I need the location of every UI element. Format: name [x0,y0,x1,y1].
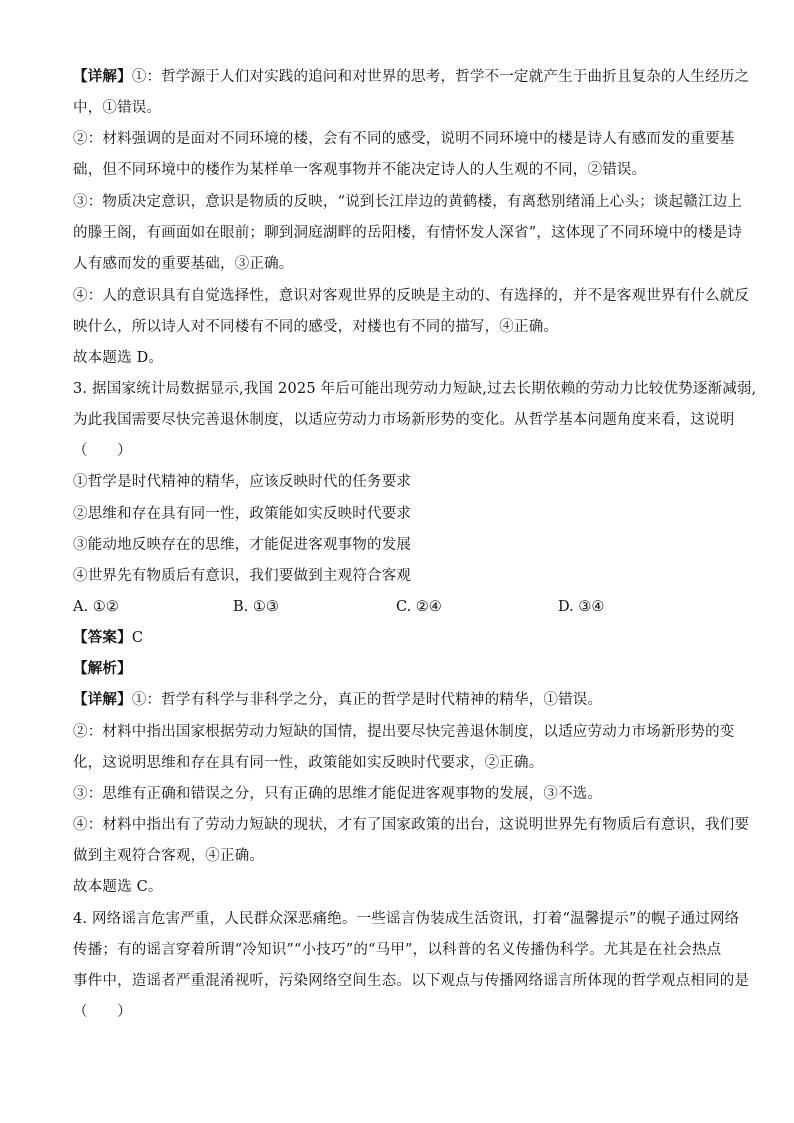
q3-detail-line-3: 化，这说明思维和存在具有同一性，政策能如实反映时代要求，②正确。 [73,755,544,771]
q3-stem-line-2: 为此我国需要尽快完善退休制度，以适应劳动力市场新形势的变化。从哲学基本问题角度来看，这说明 [73,412,735,428]
q3-detail-tag: 【详解】 [73,691,132,708]
q4-stem-line-1: 4. 网络谣言危害严重，人民群众深恶痛绝。一些谣言伪装成生活资讯，打着“温馨提示”的幌子通过网络 [73,911,740,927]
q3-statement-3: ③能动地反映存在的思维，才能促进客观事物的发展 [73,537,412,553]
q3-analysis-tag: 【解析】 [73,660,132,677]
q2-detail-line-3: ②：材料强调的是面对不同环境的楼，会有不同的感受，说明不同环境中的楼是诗人有感而发的重要基 [73,131,735,147]
q2-detail-text-1: ①：哲学源于人们对实践的追问和对世界的思考，哲学不一定就产生于曲折且复杂的人生经历之 [131,69,750,85]
q3-detail-line-2: ②：材料中指出国家根据劳动力短缺的国情，提出要尽快完善退休制度，以适应劳动力市场新形势的变 [73,724,735,740]
q2-detail-line-7: 人有感而发的重要基础，③正确。 [73,256,294,272]
q3-analysis-line [73,659,733,679]
q4-stem-line-3: 事件中，造谣者严重混淆视听，污染网络空间生态。以下观点与传播网络谣言所体现的哲学观点相同的是 [73,973,750,989]
q3-detail-line-6: 做到主观符合客观，④正确。 [73,848,265,864]
q3-detail-line-5: ④：材料中指出有了劳动力短缺的现状，才有了国家政策的出台，这说明世界先有物质后有意识，我们要 [73,817,750,833]
q3-conclusion: 故本题选 C。 [73,879,163,895]
q2-detail-line-1 [73,67,750,87]
q3-detail-text-1: ①：哲学有科学与非科学之分，真正的哲学是时代精神的精华，①错误。 [131,692,603,708]
q3-statement-4: ④世界先有物质后有意识，我们要做到主观符合客观 [73,568,412,584]
q2-detail-line-5: ③：物质决定意识，意识是物质的反映，“说到长江岸边的黄鹤楼，有离愁别绪涌上心头；谈起赣江边上 [73,194,743,210]
q3-stem-line-1: 3. 据国家统计局数据显示,我国 2025 年后可能出现劳动力短缺,过去长期依赖的劳动力比较优势逐渐减弱, [73,381,757,397]
q3-detail-line-4: ③：思维有正确和错误之分，只有正确的思维才能促进客观事物的发展，③不选。 [73,786,603,802]
q3-answer-value: C [131,630,144,646]
q3-statement-2: ②思维和存在具有同一性，政策能如实反映时代要求 [73,506,412,522]
q2-detail-line-8: ④：人的意识具有自觉选择性，意识对客观世界的反映是主动的、有选择的，并不是客观世界有什么就反 [73,288,750,304]
q3-detail-line-1 [73,690,733,710]
q4-stem-line-2: 传播；有的谣言穿着所谓“冷知识”“小技巧”的“马甲”，以科普的名义传播伪科学。尤其是在社会热点 [73,942,722,958]
q3-statement-1: ①哲学是时代精神的精华，应该反映时代的任务要求 [73,474,412,490]
q3-option-c: C. ②④ [396,599,442,615]
q2-detail-line-4: 础，但不同环境中的楼作为某样单一客观事物并不能决定诗人的人生观的不同，②错误。 [73,162,647,178]
q2-detail-tag: 【详解】 [73,68,132,85]
q3-option-d: D. ③④ [558,599,605,615]
q2-conclusion: 故本题选 D。 [73,350,164,366]
q3-stem-blank: （ ） [73,443,132,459]
q2-detail-line-6: 的滕王阁，有画面如在眼前；聊到洞庭湖畔的岳阳楼，有情怀发人深省”，这体现了不同环境中的楼是诗 [73,225,743,241]
q2-detail-line-2: 中，①错误。 [73,100,162,116]
q3-answer-tag: 【答案】 [73,629,132,646]
q4-stem-blank: （ ） [73,1004,132,1020]
q3-answer-line [73,628,733,648]
q3-option-a: A. ①② [73,599,119,615]
q2-detail-line-9: 映什么，所以诗人对不同楼有不同的感受，对楼也有不同的描写，④正确。 [73,319,559,335]
q3-option-b: B. ①③ [233,599,279,615]
